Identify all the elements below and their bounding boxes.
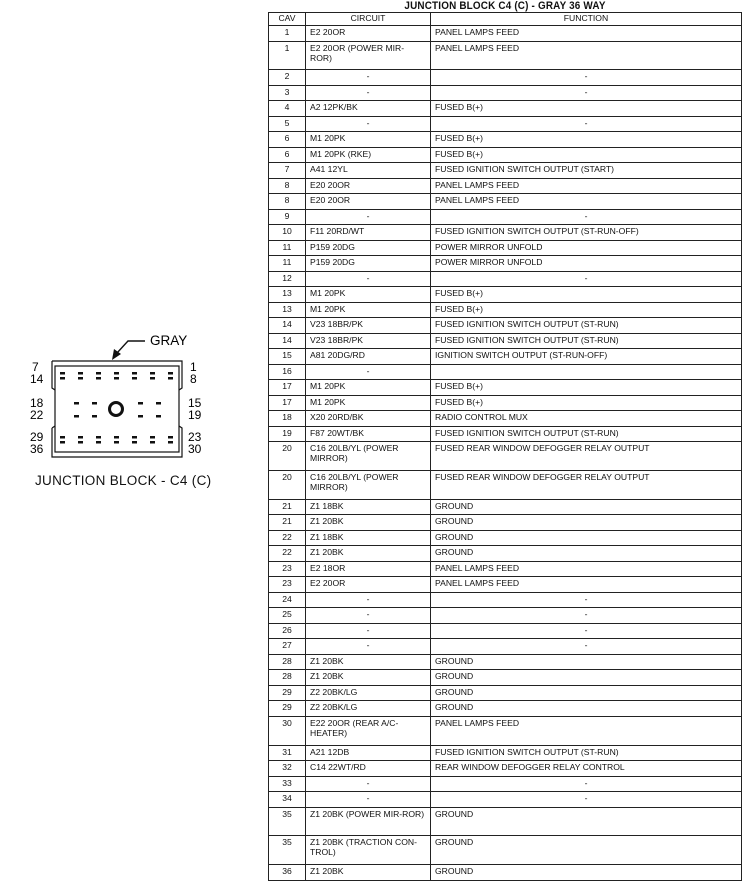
circuit-cell: - [306,639,431,655]
function-cell: REAR WINDOW DEFOGGER RELAY CONTROL [431,761,742,777]
pin-cavity [114,377,119,380]
pin-cavity [74,402,79,405]
function-cell: PANEL LAMPS FEED [431,26,742,42]
circuit-cell: M1 20PK (RKE) [306,147,431,163]
pin-label: 15 [188,396,202,410]
pin-cavity [150,377,155,380]
function-cell: RADIO CONTROL MUX [431,411,742,427]
cav-cell: 25 [269,608,306,624]
function-cell: PANEL LAMPS FEED [431,41,742,70]
function-cell: GROUND [431,836,742,865]
table-row [269,147,742,163]
circuit-cell: Z1 18BK [306,499,431,515]
table-row [269,132,742,148]
circuit-cell: V23 18BR/PK [306,333,431,349]
pin-cavity [78,441,83,444]
table-row [269,836,742,865]
circuit-cell: M1 20PK [306,395,431,411]
circuit-cell: P159 20DG [306,240,431,256]
cav-cell: 6 [269,147,306,163]
pin-label: 1 [190,360,197,374]
table-row [269,225,742,241]
table-row [269,333,742,349]
function-cell: GROUND [431,499,742,515]
pin-label: 23 [188,430,202,444]
circuit-cell: Z1 20BK [306,654,431,670]
pin-label: 8 [190,372,197,386]
pin-cavity [138,415,143,418]
keyway-icon [110,403,123,416]
circuit-cell: Z1 20BK [306,670,431,686]
table-row [269,577,742,593]
table-row [269,499,742,515]
circuit-cell: E2 20OR [306,26,431,42]
cav-cell: 13 [269,302,306,318]
cav-cell: 26 [269,623,306,639]
cav-cell: 11 [269,256,306,272]
cav-cell: 30 [269,716,306,745]
pin-cavity [132,377,137,380]
function-cell: GROUND [431,807,742,836]
header-circuit: CIRCUIT [306,13,431,26]
cav-cell: 28 [269,654,306,670]
table-row [269,116,742,132]
function-cell: FUSED IGNITION SWITCH OUTPUT (START) [431,163,742,179]
circuit-cell: F11 20RD/WT [306,225,431,241]
pin-label: 22 [30,408,44,422]
pin-cavity [78,436,83,439]
pin-cavity [60,441,65,444]
circuit-cell: - [306,776,431,792]
pin-cavity [150,436,155,439]
cav-cell: 35 [269,807,306,836]
table-row [269,271,742,287]
circuit-cell: C16 20LB/YL (POWER MIRROR) [306,442,431,471]
pin-cavity [114,441,119,444]
circuit-cell: X20 20RD/BK [306,411,431,427]
function-cell: FUSED IGNITION SWITCH OUTPUT (ST-RUN-OFF) [431,225,742,241]
table-row [269,701,742,717]
function-cell: - [431,271,742,287]
table-row [269,209,742,225]
function-cell: PANEL LAMPS FEED [431,577,742,593]
function-cell: FUSED IGNITION SWITCH OUTPUT (ST-RUN) [431,333,742,349]
pin-cavity [92,415,97,418]
function-cell: GROUND [431,530,742,546]
circuit-cell: - [306,209,431,225]
cav-cell: 24 [269,592,306,608]
cav-cell: 20 [269,442,306,471]
pin-cavity [168,441,173,444]
table-row [269,807,742,836]
table-row [269,318,742,334]
function-cell: - [431,608,742,624]
table-title: JUNCTION BLOCK C4 (C) - GRAY 36 WAY [404,0,606,12]
cav-cell: 17 [269,395,306,411]
cav-cell: 20 [269,471,306,500]
table-row [269,745,742,761]
circuit-cell: M1 20PK [306,380,431,396]
circuit-cell: V23 18BR/PK [306,318,431,334]
circuit-cell: E2 20OR [306,577,431,593]
cav-cell: 14 [269,318,306,334]
pin-cavity [114,436,119,439]
pin-cavity [96,377,101,380]
pin-cavity [92,402,97,405]
cav-cell: 32 [269,761,306,777]
table-row [269,395,742,411]
pin-cavity [60,377,65,380]
circuit-cell: A21 12DB [306,745,431,761]
cav-cell: 27 [269,639,306,655]
cav-cell: 33 [269,776,306,792]
function-cell: - [431,792,742,808]
function-cell: FUSED IGNITION SWITCH OUTPUT (ST-RUN) [431,318,742,334]
circuit-cell: Z1 18BK [306,530,431,546]
function-cell: PANEL LAMPS FEED [431,178,742,194]
cav-cell: 6 [269,132,306,148]
pin-label: 7 [32,360,39,374]
cav-cell: 11 [269,240,306,256]
function-cell: FUSED B(+) [431,395,742,411]
circuit-cell: - [306,271,431,287]
table-row [269,716,742,745]
circuit-cell: A2 12PK/BK [306,101,431,117]
function-cell: GROUND [431,865,742,881]
pin-cavity [114,372,119,375]
pin-cavity [132,436,137,439]
cav-cell: 18 [269,411,306,427]
table-row [269,380,742,396]
table-row [269,471,742,500]
table-row [269,608,742,624]
pin-cavity [150,372,155,375]
color-label: GRAY [150,333,188,348]
table-row [269,654,742,670]
pin-cavity [96,441,101,444]
pin-cavity [168,372,173,375]
cav-cell: 17 [269,380,306,396]
table-row [269,792,742,808]
function-cell: FUSED B(+) [431,287,742,303]
function-cell [431,364,742,380]
cav-cell: 22 [269,546,306,562]
function-cell: FUSED B(+) [431,147,742,163]
circuit-cell: - [306,792,431,808]
cav-cell: 14 [269,333,306,349]
circuit-cell: Z2 20BK/LG [306,701,431,717]
cav-cell: 13 [269,287,306,303]
circuit-cell: Z1 20BK [306,515,431,531]
pin-cavity [132,372,137,375]
cav-cell: 28 [269,670,306,686]
circuit-cell: Z2 20BK/LG [306,685,431,701]
function-cell: PANEL LAMPS FEED [431,561,742,577]
pin-cavity [60,372,65,375]
circuit-cell: C16 20LB/YL (POWER MIRROR) [306,471,431,500]
function-cell: GROUND [431,515,742,531]
function-cell: FUSED IGNITION SWITCH OUTPUT (ST-RUN) [431,745,742,761]
table-row [269,41,742,70]
cav-cell: 12 [269,271,306,287]
table-row [269,194,742,210]
header-function: FUNCTION [431,13,742,26]
table-row [269,670,742,686]
function-cell: - [431,116,742,132]
circuit-cell: Z1 20BK [306,865,431,881]
function-cell: - [431,209,742,225]
pin-label: 14 [30,372,44,386]
circuit-cell: M1 20PK [306,287,431,303]
function-cell: GROUND [431,546,742,562]
circuit-cell: Z1 20BK [306,546,431,562]
cav-cell: 5 [269,116,306,132]
cav-cell: 35 [269,836,306,865]
pin-cavity [96,372,101,375]
cav-cell: 1 [269,26,306,42]
circuit-cell: - [306,70,431,86]
cav-cell: 31 [269,745,306,761]
function-cell: - [431,623,742,639]
cav-cell: 21 [269,499,306,515]
function-cell: FUSED B(+) [431,101,742,117]
function-cell: GROUND [431,654,742,670]
cav-cell: 21 [269,515,306,531]
circuit-cell: - [306,608,431,624]
function-cell: FUSED B(+) [431,380,742,396]
table-row [269,26,742,42]
cav-cell: 16 [269,364,306,380]
cav-cell: 19 [269,426,306,442]
circuit-cell: A81 20DG/RD [306,349,431,365]
table-row [269,287,742,303]
pin-label: 36 [30,442,44,456]
pin-cavity [74,415,79,418]
cav-cell: 4 [269,101,306,117]
cav-cell: 2 [269,70,306,86]
function-cell: - [431,776,742,792]
circuit-cell: - [306,116,431,132]
cav-cell: 9 [269,209,306,225]
cav-cell: 3 [269,85,306,101]
pin-label: 19 [188,408,202,422]
pinout-table [268,12,742,881]
circuit-cell: E20 20OR [306,178,431,194]
function-cell: IGNITION SWITCH OUTPUT (ST-RUN-OFF) [431,349,742,365]
cav-cell: 10 [269,225,306,241]
circuit-cell: Z1 20BK (TRACTION CON-TROL) [306,836,431,865]
function-cell: PANEL LAMPS FEED [431,194,742,210]
pin-cavity [156,415,161,418]
pin-cavity [78,372,83,375]
table-row [269,623,742,639]
cav-cell: 15 [269,349,306,365]
table-row [269,85,742,101]
table-row [269,776,742,792]
table-row [269,442,742,471]
function-cell: PANEL LAMPS FEED [431,716,742,745]
function-cell: - [431,592,742,608]
cav-cell: 23 [269,561,306,577]
function-cell: GROUND [431,670,742,686]
header-cav: CAV [269,13,306,26]
table-row [269,685,742,701]
pin-cavity [60,436,65,439]
table-row [269,240,742,256]
table-row [269,761,742,777]
gray-arrow-icon [112,341,145,360]
cav-cell: 23 [269,577,306,593]
table-row [269,70,742,86]
function-cell: - [431,70,742,86]
cav-cell: 7 [269,163,306,179]
table-header [269,13,742,26]
function-cell: FUSED IGNITION SWITCH OUTPUT (ST-RUN) [431,426,742,442]
table-row [269,349,742,365]
table-row [269,546,742,562]
pin-cavity [156,402,161,405]
cav-cell: 8 [269,178,306,194]
table-row [269,364,742,380]
circuit-cell: M1 20PK [306,302,431,318]
cav-cell: 1 [269,41,306,70]
cav-cell: 29 [269,701,306,717]
circuit-cell: E2 20OR (POWER MIR-ROR) [306,41,431,70]
table-row [269,639,742,655]
pin-cavity [132,441,137,444]
function-cell: POWER MIRROR UNFOLD [431,240,742,256]
function-cell: POWER MIRROR UNFOLD [431,256,742,272]
table-row [269,101,742,117]
circuit-cell: E2 18OR [306,561,431,577]
function-cell: - [431,639,742,655]
circuit-cell: C14 22WT/RD [306,761,431,777]
circuit-cell: M1 20PK [306,132,431,148]
table-row [269,302,742,318]
cav-cell: 22 [269,530,306,546]
table-row [269,592,742,608]
circuit-cell: - [306,592,431,608]
connector-pins [60,372,173,444]
function-cell: FUSED REAR WINDOW DEFOGGER RELAY OUTPUT [431,471,742,500]
circuit-cell: - [306,85,431,101]
function-cell: GROUND [431,701,742,717]
function-cell: GROUND [431,685,742,701]
pin-cavity [138,402,143,405]
pin-cavity [78,377,83,380]
cav-cell: 36 [269,865,306,881]
table-row [269,865,742,881]
function-cell: FUSED B(+) [431,132,742,148]
table-row [269,530,742,546]
table-row [269,561,742,577]
circuit-cell: Z1 20BK (POWER MIR-ROR) [306,807,431,836]
table-row [269,163,742,179]
cav-cell: 8 [269,194,306,210]
circuit-cell: A41 12YL [306,163,431,179]
circuit-cell: - [306,364,431,380]
pin-label: 18 [30,396,44,410]
table-row [269,411,742,427]
function-cell: FUSED B(+) [431,302,742,318]
table-row [269,256,742,272]
function-cell: - [431,85,742,101]
table-row [269,178,742,194]
circuit-cell: E20 20OR [306,194,431,210]
circuit-cell: E22 20OR (REAR A/C-HEATER) [306,716,431,745]
pin-label: 30 [188,442,202,456]
table-row [269,426,742,442]
pin-label: 29 [30,430,44,444]
pin-cavity [168,436,173,439]
cav-cell: 29 [269,685,306,701]
pin-cavity [150,441,155,444]
function-cell: FUSED REAR WINDOW DEFOGGER RELAY OUTPUT [431,442,742,471]
pin-cavity [168,377,173,380]
circuit-cell: P159 20DG [306,256,431,272]
circuit-cell: F87 20WT/BK [306,426,431,442]
table-row [269,515,742,531]
circuit-cell: - [306,623,431,639]
connector-caption: JUNCTION BLOCK - C4 (C) [35,473,212,488]
pin-cavity [96,436,101,439]
cav-cell: 34 [269,792,306,808]
